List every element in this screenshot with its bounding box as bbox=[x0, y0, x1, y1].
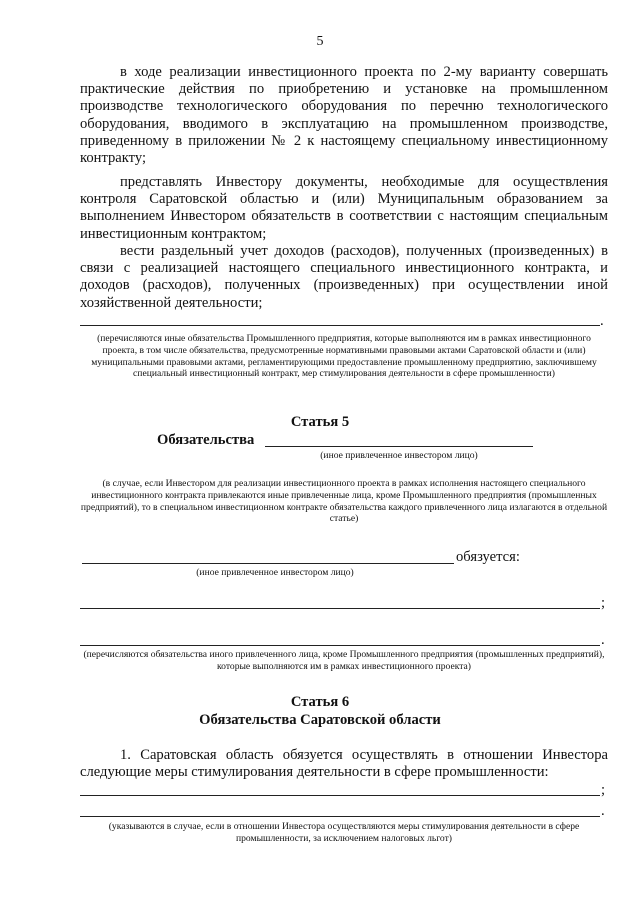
blank-line-period: . bbox=[600, 313, 604, 329]
paragraph-accounting: вести раздельный учет доходов (расходов), полученных (произведенных) в связи с реализацией настоящего специального инвестиционного контракта, и доходов (расходов), полученных (произведенных) при осуществлении иной хозяйственной деятельности; bbox=[80, 243, 608, 311]
blank-line-support-measures-2 bbox=[80, 816, 600, 817]
article-6-subtitle: Обязательства Саратовской области bbox=[199, 712, 441, 728]
article-6-title: Статья 6 bbox=[290, 694, 350, 710]
obliges-text: обязуется: bbox=[456, 549, 520, 565]
blank-line-entity-name bbox=[82, 563, 454, 564]
blank-line-entity-obligations-2 bbox=[80, 645, 600, 646]
line-semicolon-1: ; bbox=[601, 595, 606, 611]
line-period-2: . bbox=[601, 803, 605, 819]
paragraph-documents: представлять Инвестору документы, необходимые для осуществления контроля Саратовской областью и (или) Муниципальным образованием за выполнением Инвестором обязательств в соответствии с настоящим специальным инвестиционным контрактом; bbox=[80, 174, 608, 242]
note-support-measures: (указываются в случае, если в отношении Инвестора осуществляются меры стимулирования деятельности в сфере промышленности, за исключением налоговых льгот) bbox=[108, 821, 580, 844]
paragraph-equipment: в ходе реализации инвестиционного проекта по 2-му варианту совершать практические действия по приобретению и установке на промышленном производстве технологического оборудования по перечню технологического оборудования, вводимого в эксплуатацию на промышленном производстве, приведенному в приложении № 2 к настоящему специальному инвестиционному контракту; bbox=[80, 64, 608, 167]
article-5-title: Статья 5 bbox=[290, 414, 350, 430]
blank-line-support-measures-1 bbox=[80, 795, 600, 796]
note-other-obligations: (перечисляются иные обязательства Промышленного предприятия, которые выполняются им в рамках инвестиционного проекта, в том числе обязательства, предусмотренные нормативными правовыми актами Саратовской области и (или) муниципальными правовыми актами, регламентирующими предоставление промышленному предприятию, заключившему специальный инвестиционный контракт, мер стимулирования деятельности в сфере промышленности) bbox=[91, 333, 597, 380]
line-period-1: . bbox=[601, 632, 605, 648]
blank-line-entity-obligations-1 bbox=[80, 608, 600, 609]
note-multiple-entities: (в случае, если Инвестором для реализации инвестиционного проекта в рамках исполнения настоящего специального инвестиционного контракта привлекаются иные привлеченные лица, кроме Промышленного предприятия (промышленных предприятий), то в специальном инвестиционном контракте обязательства каждого привлеченного лица излагаются в отдельной статье) bbox=[80, 478, 608, 525]
blank-line-investor-entity bbox=[265, 446, 533, 447]
note-investor-entity-2: (иное привлеченное инвестором лицо) bbox=[196, 567, 354, 578]
article-5-obligations-label: Обязательства bbox=[157, 432, 255, 448]
line-semicolon-2: ; bbox=[601, 782, 606, 798]
note-investor-entity-1: (иное привлеченное инвестором лицо) bbox=[320, 450, 478, 461]
note-entity-obligations: (перечисляются обязательства иного привлеченного лица, кроме Промышленного предприятия (промышленных предприятий), которые выполняются им в рамках инвестиционного проекта) bbox=[83, 649, 605, 672]
blank-line-other-obligations bbox=[80, 325, 600, 326]
paragraph-support-measures: 1. Саратовская область обязуется осуществлять в отношении Инвестора следующие меры стимулирования деятельности в сфере промышленности: bbox=[80, 747, 608, 781]
page-number: 5 bbox=[316, 34, 324, 49]
